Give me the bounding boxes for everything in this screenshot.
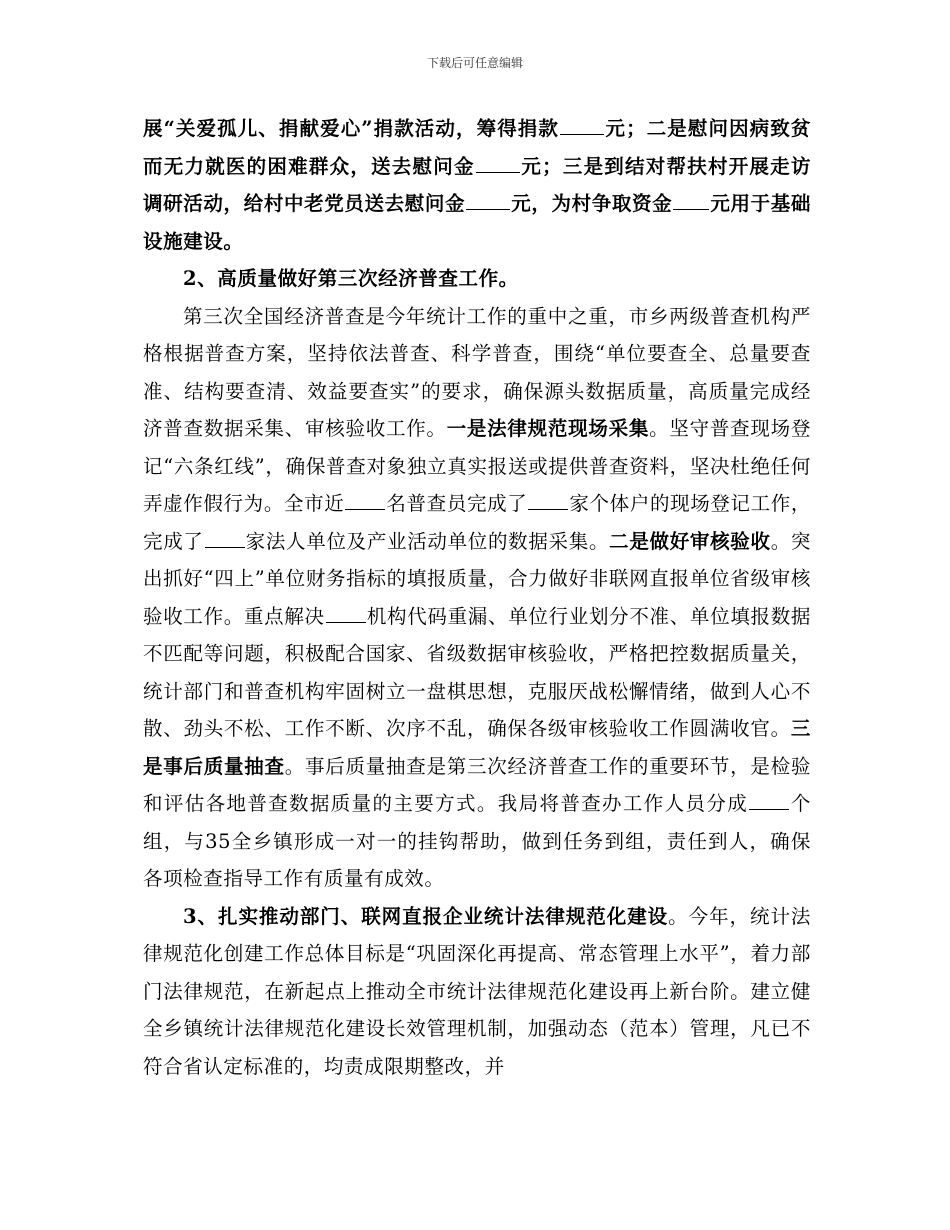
bold-text-run: 展“关爱孤儿、捐献爱心”捐款活动，筹得捐款	[143, 117, 559, 140]
text-run: 名普查员完成了	[386, 492, 528, 515]
fill-in-blank	[345, 489, 385, 510]
bold-text-run: 元；三是到结对帮扶村开展走访调研活动，给村中老党员送去慰问金	[143, 154, 811, 215]
bold-text-run: 二是做好审核验收	[609, 529, 771, 553]
text-run: 家个体户的现场登记工作，完成了	[143, 492, 812, 553]
text-run: 。坚守普查现场登记“六条红线”，确保普查对象独立真实报送或提供普查资料，坚决杜绝任何弄虚作假行为。全市近	[143, 417, 811, 515]
paragraph-donation-summary	[143, 110, 811, 260]
fill-in-blank	[560, 114, 604, 135]
bold-text-run: 元；二是慰问因病致贫而无力就医的困难群众，送去慰问金	[143, 117, 811, 178]
text-run: 机构代码重漏、单位行业划分不准、单位填报数据不匹配等问题，积极配合国家、省级数据审核验收，严格把控数据质量关，统计部门和普查机构牢固树立一盘棋思想，克服厌战松懈情绪，做到人心不散、劲头不松、工作不断、次序不乱，确保各级审核验收工作圆满收官。	[143, 604, 812, 740]
fill-in-blank	[749, 789, 789, 810]
page-header: 下载后可任意编辑	[426, 56, 523, 70]
paragraph-legal-standardization	[143, 898, 811, 1086]
text-run: 。今年，统计法律规范化创建工作总体目标是“巩固深化再提高、常态管理上水平”，着力部门法律规范，在新起点上推动全市统计法律规范化建设再上新台阶。建立健全乡镇统计法律规范化建设长效管理机制，加强动态（范本）管理，凡已不符合省认定标准的，均责成限期整改，并	[143, 904, 812, 1078]
paragraph-economic-census	[143, 298, 811, 898]
bold-text-run: 2、高质量做好第三次经济普查工作。	[183, 267, 519, 290]
bold-text-run: 一是法律规范现场采集	[446, 417, 650, 440]
text-run: 。突出抓好“四上”单位财务指标的填报质量，合力做好非联网直报单位省级审核验收工作。重点解决	[143, 529, 811, 628]
section-heading-economic-census	[143, 260, 811, 298]
fill-in-blank	[673, 189, 709, 210]
fill-in-blank	[476, 151, 520, 172]
fill-in-blank	[528, 489, 568, 510]
fill-in-blank	[466, 189, 510, 210]
text-run: 家法人单位及产业活动单位的数据采集。	[245, 529, 610, 553]
text-run: 第三次全国经济普查是今年统计工作的重中之重，市乡两级普查机构严格根据普查方案，坚持依法普查、科学普查，围绕“单位要查全、总量要查准、结构要查清、效益要查实”的要求，确保源头数据质量，高质量完成经济普查数据采集、审核验收工作。	[143, 304, 811, 440]
text-run: 个组，与35全乡镇形成一对一的挂钩帮助，做到任务到组，责任到人，确保各项检查指导工作有质量有成效。	[143, 792, 811, 890]
bold-text-run: 元，为村争取资金	[511, 192, 673, 215]
text-run: 。事后质量抽查是第三次经济普查工作的重要环节，是检验和评估各地普查数据质量的主要方式。我局将普查办工作人员分成	[143, 754, 811, 815]
fill-in-blank	[205, 526, 245, 547]
bold-text-run: 元用于基础设施建设。	[143, 192, 811, 253]
bold-text-run: 3、扎实推动部门、联网直报企业统计法律规范化建设	[183, 904, 669, 928]
document-body	[143, 110, 811, 1085]
bold-text-run: 三是事后质量抽查	[143, 717, 811, 778]
fill-in-blank	[326, 601, 366, 622]
